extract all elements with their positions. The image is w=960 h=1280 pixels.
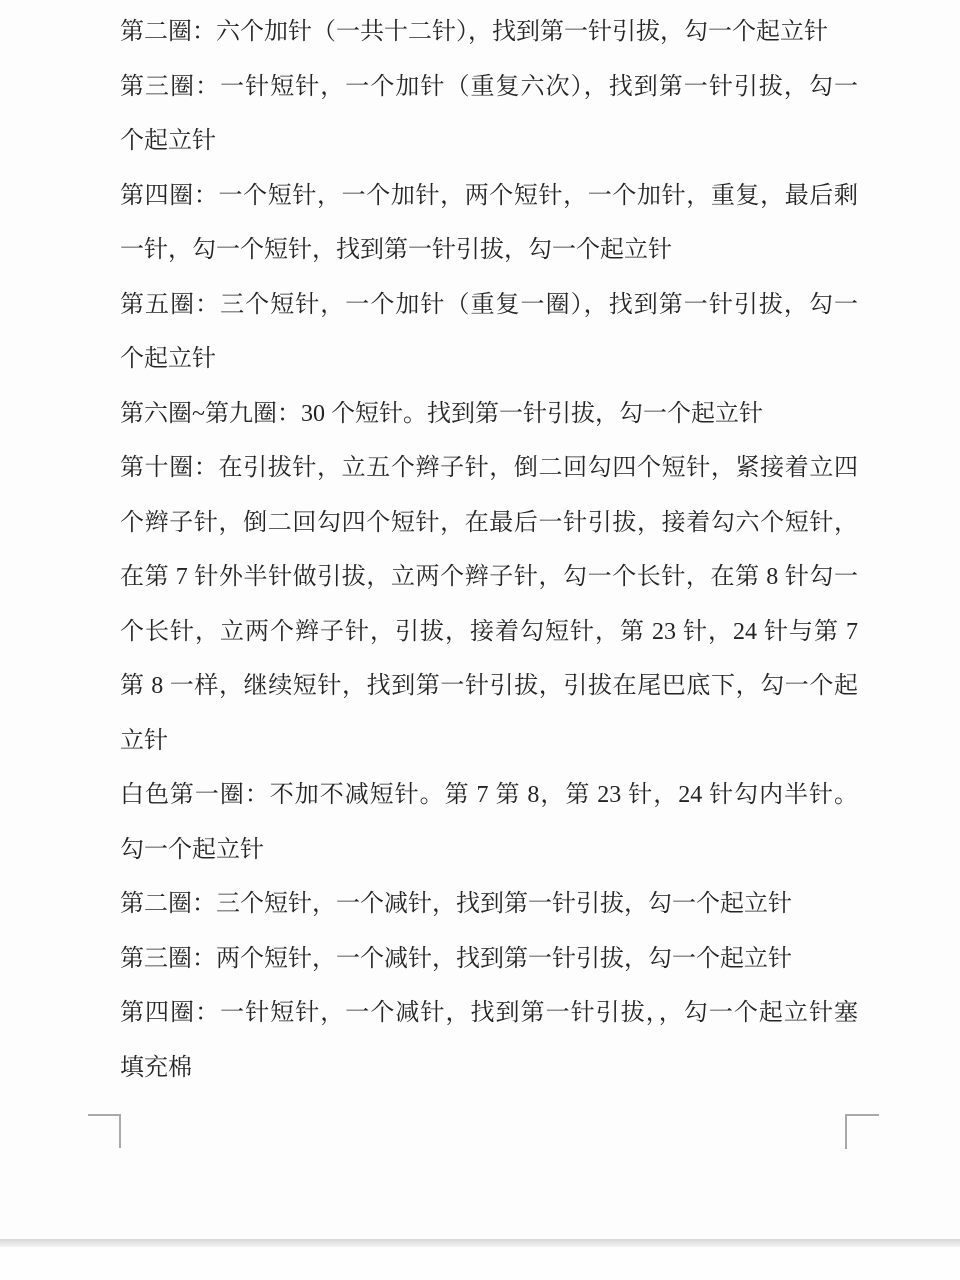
text-line: 第六圈~第九圈：30 个短针。找到第一针引拔，勾一个起立针 xyxy=(120,400,763,427)
text-line: 第三圈：一针短针，一个加针（重复六次），找到第一针引拔，勾一 xyxy=(120,73,858,100)
text-line: 勾一个起立针 xyxy=(120,836,264,863)
text-line: 白色第一圈：不加不减短针。第 7 第 8，第 23 针，24 针勾内半针。 xyxy=(120,782,858,808)
text-line: 第四圈：一针短针，一个减针，找到第一针引拔，，勾一个起立针塞 xyxy=(120,1000,858,1026)
text-line: 填充棉 xyxy=(120,1054,192,1081)
text-line: 在第 7 针外半针做引拔，立两个辫子针，勾一个长针，在第 8 针勾一 xyxy=(120,564,858,590)
text-line: 立针 xyxy=(120,727,168,754)
text-line: 第十圈：在引拔针，立五个辫子针，倒二回勾四个短针，紧接着立四 xyxy=(120,455,858,481)
text-line: 第二圈：三个短针，一个减针，找到第一针引拔，勾一个起立针 xyxy=(120,891,792,917)
text-line: 个长针，立两个辫子针，引拔，接着勾短针，第 23 针，24 针与第 7 xyxy=(120,618,858,645)
page-margin-mark-bottom-left xyxy=(88,1114,121,1148)
text-line: 第四圈：一个短针，一个加针，两个短针，一个加针，重复，最后剩 xyxy=(120,182,858,209)
text-line: 第三圈：两个短针，一个减针，找到第一针引拔，勾一个起立针 xyxy=(120,945,792,972)
text-line: 个起立针 xyxy=(120,128,216,154)
text-line: 第五圈：三个短针，一个加针（重复一圈），找到第一针引拔，勾一 xyxy=(120,291,858,318)
text-line: 个起立针 xyxy=(120,346,216,372)
next-page-top xyxy=(0,1247,960,1280)
page-separator xyxy=(0,1239,960,1247)
page-margin-mark-bottom-right xyxy=(845,1114,879,1149)
text-line: 第二圈：六个加针（一共十二针），找到第一针引拔，勾一个起立针 xyxy=(120,19,828,45)
document-text-block xyxy=(120,5,858,1095)
text-line: 第 8 一样，继续短针，找到第一针引拔，引拔在尾巴底下，勾一个起 xyxy=(120,673,858,699)
text-line: 个辫子针，倒二回勾四个短针，在最后一针引拔，接着勾六个短针， xyxy=(120,509,858,536)
text-line: 一针，勾一个短针，找到第一针引拔，勾一个起立针 xyxy=(120,237,672,263)
